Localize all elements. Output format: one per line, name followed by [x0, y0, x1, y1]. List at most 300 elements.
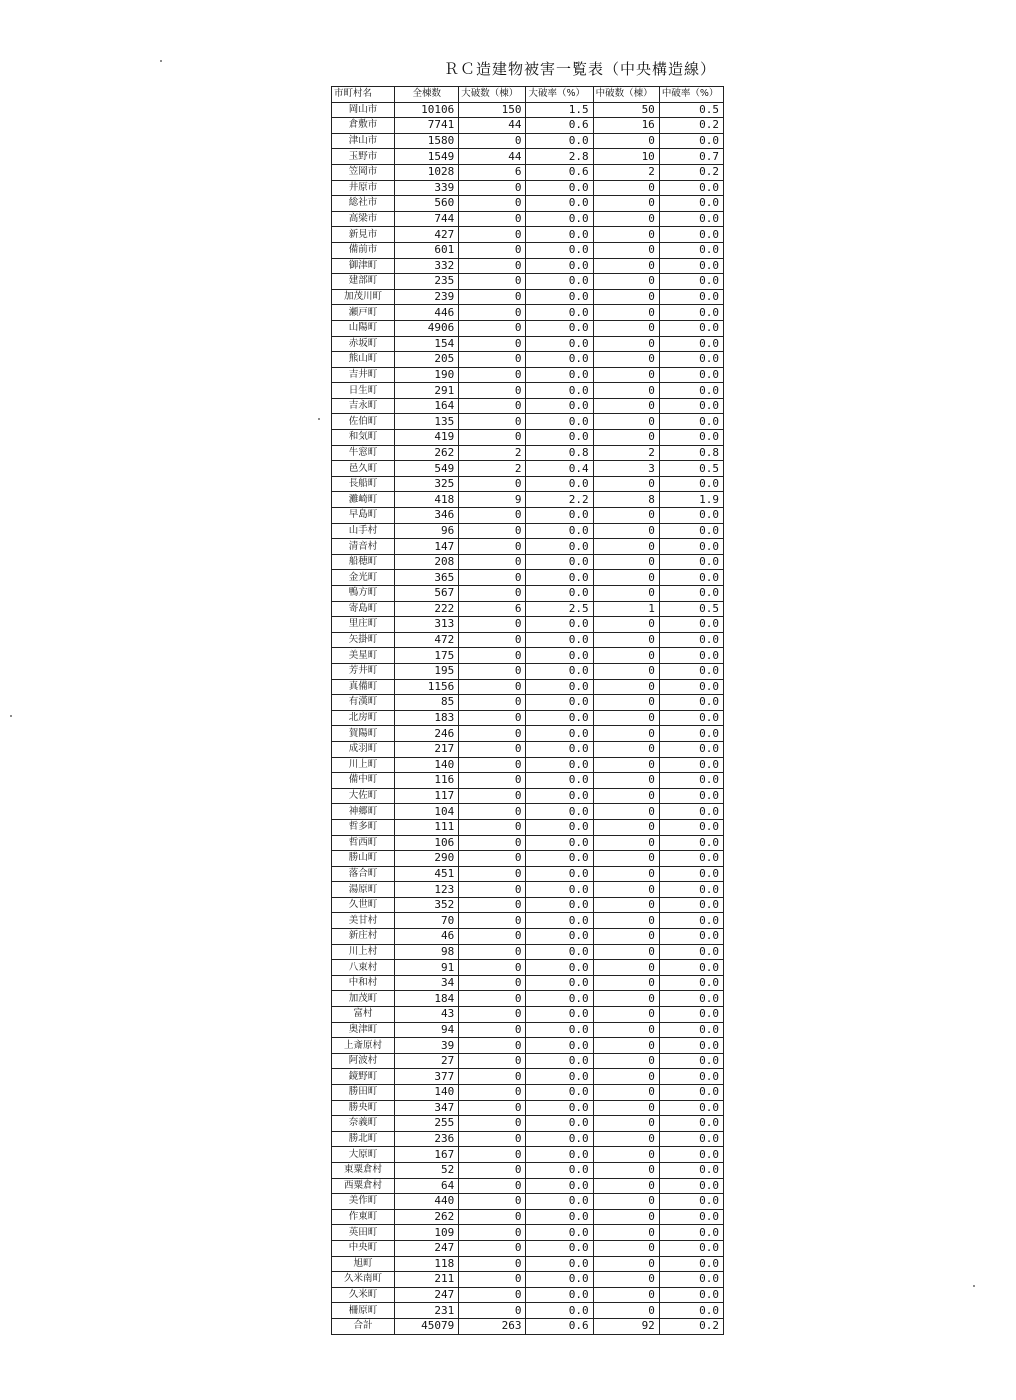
moderate-count: 2 [593, 164, 659, 180]
table-row [332, 383, 724, 399]
total-buildings: 1580 [395, 133, 459, 149]
moderate-rate: 0.0 [659, 1178, 723, 1194]
page-title: ＲＣ造建物被害一覧表（中央構造線） [444, 60, 717, 78]
severe-rate: 0.0 [526, 367, 593, 383]
moderate-rate: 0.0 [659, 1007, 723, 1023]
municipality-name: 中央町 [332, 1240, 395, 1256]
moderate-count: 0 [593, 1256, 659, 1272]
table-row [332, 632, 724, 648]
table-row [332, 741, 724, 757]
moderate-count: 0 [593, 1287, 659, 1303]
total-buildings: 98 [395, 944, 459, 960]
table-row [332, 554, 724, 570]
table-row [332, 367, 724, 383]
severe-count: 0 [459, 1162, 526, 1178]
total-buildings: 1156 [395, 679, 459, 695]
municipality-name: 和気町 [332, 430, 395, 446]
table-row [332, 1194, 724, 1210]
table-row [332, 679, 724, 695]
moderate-count: 0 [593, 320, 659, 336]
table-row [332, 1178, 724, 1194]
moderate-rate: 0.0 [659, 1085, 723, 1101]
municipality-name: 哲多町 [332, 819, 395, 835]
total-buildings: 109 [395, 1225, 459, 1241]
severe-count: 0 [459, 866, 526, 882]
moderate-count: 0 [593, 929, 659, 945]
moderate-count: 1 [593, 601, 659, 617]
municipality-name: 佐伯町 [332, 414, 395, 430]
municipality-name: 奈義町 [332, 1116, 395, 1132]
severe-rate: 0.0 [526, 835, 593, 851]
total-buildings: 560 [395, 196, 459, 212]
severe-rate: 0.0 [526, 882, 593, 898]
table-row [332, 523, 724, 539]
table-row [332, 1007, 724, 1023]
municipality-name: 久米南町 [332, 1272, 395, 1288]
severe-rate: 0.0 [526, 679, 593, 695]
severe-rate: 0.8 [526, 445, 593, 461]
municipality-name: 勝央町 [332, 1100, 395, 1116]
moderate-rate: 0.0 [659, 1116, 723, 1132]
table-row [332, 149, 724, 165]
table-row [332, 164, 724, 180]
moderate-count: 0 [593, 274, 659, 290]
municipality-name: 大佐町 [332, 788, 395, 804]
total-buildings: 472 [395, 632, 459, 648]
table-row [332, 102, 724, 118]
moderate-rate: 0.2 [659, 118, 723, 134]
moderate-count: 0 [593, 679, 659, 695]
scan-speck [973, 1285, 975, 1287]
moderate-count: 0 [593, 570, 659, 586]
table-body [332, 102, 724, 1318]
municipality-name: 長船町 [332, 476, 395, 492]
severe-count: 0 [459, 804, 526, 820]
scan-speck [160, 60, 162, 62]
moderate-rate: 0.0 [659, 710, 723, 726]
severe-count: 0 [459, 913, 526, 929]
moderate-count: 0 [593, 788, 659, 804]
moderate-rate: 0.0 [659, 305, 723, 321]
total-buildings: 34 [395, 975, 459, 991]
moderate-rate: 0.0 [659, 539, 723, 555]
severe-rate: 0.0 [526, 1053, 593, 1069]
total-buildings: 96 [395, 523, 459, 539]
severe-count: 0 [459, 1287, 526, 1303]
severe-rate: 0.0 [526, 851, 593, 867]
total-buildings: 39 [395, 1038, 459, 1054]
table-row [332, 336, 724, 352]
moderate-count: 0 [593, 757, 659, 773]
total-moderate-rate: 0.2 [659, 1318, 723, 1334]
severe-rate: 0.0 [526, 632, 593, 648]
severe-count: 0 [459, 430, 526, 446]
severe-rate: 0.0 [526, 414, 593, 430]
table-row [332, 1022, 724, 1038]
municipality-name: 新庄村 [332, 929, 395, 945]
total-buildings: 1549 [395, 149, 459, 165]
severe-count: 0 [459, 695, 526, 711]
severe-rate: 0.0 [526, 242, 593, 258]
damage-table [331, 86, 724, 1335]
municipality-name: 日生町 [332, 383, 395, 399]
table-row [332, 929, 724, 945]
table-row [332, 835, 724, 851]
severe-count: 0 [459, 757, 526, 773]
moderate-rate: 0.0 [659, 695, 723, 711]
severe-count: 0 [459, 929, 526, 945]
moderate-count: 0 [593, 367, 659, 383]
municipality-name: 鴨方町 [332, 586, 395, 602]
municipality-name: 神郷町 [332, 804, 395, 820]
table-row [332, 305, 724, 321]
severe-count: 6 [459, 601, 526, 617]
municipality-name: 鏡野町 [332, 1069, 395, 1085]
severe-rate: 0.0 [526, 476, 593, 492]
severe-rate: 2.5 [526, 601, 593, 617]
moderate-count: 0 [593, 648, 659, 664]
severe-count: 0 [459, 398, 526, 414]
severe-count: 0 [459, 710, 526, 726]
severe-rate: 0.0 [526, 991, 593, 1007]
municipality-name: 矢掛町 [332, 632, 395, 648]
severe-rate: 0.0 [526, 788, 593, 804]
table-row [332, 1116, 724, 1132]
table-row [332, 788, 724, 804]
moderate-rate: 0.0 [659, 1209, 723, 1225]
moderate-rate: 0.0 [659, 1147, 723, 1163]
severe-count: 44 [459, 118, 526, 134]
total-buildings: 104 [395, 804, 459, 820]
severe-rate: 0.0 [526, 196, 593, 212]
severe-count: 2 [459, 461, 526, 477]
moderate-count: 0 [593, 1209, 659, 1225]
total-buildings: 262 [395, 1209, 459, 1225]
table-row [332, 663, 724, 679]
moderate-count: 0 [593, 897, 659, 913]
severe-rate: 0.0 [526, 523, 593, 539]
table-row [332, 414, 724, 430]
moderate-count: 0 [593, 741, 659, 757]
severe-rate: 0.0 [526, 352, 593, 368]
severe-count: 0 [459, 1147, 526, 1163]
table-row [332, 227, 724, 243]
moderate-rate: 0.0 [659, 508, 723, 524]
moderate-rate: 0.0 [659, 1240, 723, 1256]
severe-rate: 0.0 [526, 741, 593, 757]
severe-count: 0 [459, 663, 526, 679]
moderate-count: 10 [593, 149, 659, 165]
moderate-rate: 0.0 [659, 133, 723, 149]
table-row [332, 461, 724, 477]
severe-count: 0 [459, 1085, 526, 1101]
total-buildings: 154 [395, 336, 459, 352]
total-buildings: 239 [395, 289, 459, 305]
moderate-rate: 0.0 [659, 586, 723, 602]
severe-rate: 0.0 [526, 227, 593, 243]
severe-rate: 0.0 [526, 1100, 593, 1116]
total-buildings: 43 [395, 1007, 459, 1023]
municipality-name: 落合町 [332, 866, 395, 882]
moderate-rate: 0.0 [659, 414, 723, 430]
moderate-count: 0 [593, 430, 659, 446]
total-buildings: 45079 [395, 1318, 459, 1334]
table-row [332, 960, 724, 976]
severe-count: 0 [459, 882, 526, 898]
total-buildings: 352 [395, 897, 459, 913]
municipality-name: 清音村 [332, 539, 395, 555]
total-buildings: 118 [395, 1256, 459, 1272]
municipality-name: 金光町 [332, 570, 395, 586]
total-buildings: 255 [395, 1116, 459, 1132]
moderate-rate: 0.0 [659, 851, 723, 867]
severe-count: 0 [459, 352, 526, 368]
total-buildings: 262 [395, 445, 459, 461]
moderate-rate: 0.0 [659, 320, 723, 336]
moderate-rate: 0.5 [659, 102, 723, 118]
moderate-rate: 0.0 [659, 367, 723, 383]
severe-count: 0 [459, 1178, 526, 1194]
table-row [332, 1038, 724, 1054]
total-buildings: 347 [395, 1100, 459, 1116]
header-row [332, 87, 724, 103]
table-row [332, 991, 724, 1007]
severe-rate: 0.0 [526, 383, 593, 399]
total-buildings: 116 [395, 773, 459, 789]
moderate-count: 0 [593, 710, 659, 726]
severe-count: 44 [459, 149, 526, 165]
severe-rate: 0.0 [526, 1038, 593, 1054]
severe-count: 0 [459, 289, 526, 305]
total-buildings: 175 [395, 648, 459, 664]
moderate-count: 0 [593, 1022, 659, 1038]
severe-count: 0 [459, 1100, 526, 1116]
municipality-name: 吉永町 [332, 398, 395, 414]
moderate-rate: 0.0 [659, 1287, 723, 1303]
municipality-name: 西粟倉村 [332, 1178, 395, 1194]
table-row [332, 570, 724, 586]
moderate-count: 0 [593, 1225, 659, 1241]
moderate-count: 0 [593, 476, 659, 492]
moderate-count: 0 [593, 289, 659, 305]
severe-rate: 0.0 [526, 773, 593, 789]
municipality-name: 吉井町 [332, 367, 395, 383]
total-buildings: 427 [395, 227, 459, 243]
municipality-name: 旭町 [332, 1256, 395, 1272]
municipality-name: 総社市 [332, 196, 395, 212]
municipality-name: 寄島町 [332, 601, 395, 617]
moderate-count: 0 [593, 617, 659, 633]
severe-count: 0 [459, 788, 526, 804]
table-row [332, 866, 724, 882]
total-buildings: 10106 [395, 102, 459, 118]
municipality-name: 津山市 [332, 133, 395, 149]
total-buildings: 7741 [395, 118, 459, 134]
total-buildings: 208 [395, 554, 459, 570]
moderate-rate: 0.0 [659, 632, 723, 648]
table-row [332, 1085, 724, 1101]
moderate-count: 0 [593, 1178, 659, 1194]
moderate-rate: 0.0 [659, 227, 723, 243]
municipality-name: 山手村 [332, 523, 395, 539]
moderate-rate: 0.0 [659, 929, 723, 945]
severe-count: 0 [459, 1194, 526, 1210]
table-row [332, 757, 724, 773]
severe-rate: 0.0 [526, 960, 593, 976]
table-row [332, 1209, 724, 1225]
table-row [332, 1256, 724, 1272]
total-buildings: 106 [395, 835, 459, 851]
total-buildings: 111 [395, 819, 459, 835]
table-row [332, 648, 724, 664]
total-buildings: 140 [395, 757, 459, 773]
total-severe-count: 263 [459, 1318, 526, 1334]
severe-count: 0 [459, 975, 526, 991]
total-buildings: 377 [395, 1069, 459, 1085]
table-row [332, 617, 724, 633]
severe-rate: 0.0 [526, 1116, 593, 1132]
municipality-name: 北房町 [332, 710, 395, 726]
total-buildings: 164 [395, 398, 459, 414]
table-row [332, 726, 724, 742]
severe-count: 0 [459, 1209, 526, 1225]
severe-count: 0 [459, 180, 526, 196]
total-buildings: 247 [395, 1287, 459, 1303]
municipality-name: 川上町 [332, 757, 395, 773]
severe-rate: 0.0 [526, 539, 593, 555]
municipality-name: 真備町 [332, 679, 395, 695]
moderate-count: 2 [593, 445, 659, 461]
table-row [332, 975, 724, 991]
moderate-rate: 0.0 [659, 211, 723, 227]
severe-rate: 0.0 [526, 1162, 593, 1178]
moderate-count: 0 [593, 882, 659, 898]
municipality-name: 加茂川町 [332, 289, 395, 305]
total-buildings: 135 [395, 414, 459, 430]
total-buildings: 346 [395, 508, 459, 524]
moderate-rate: 0.0 [659, 679, 723, 695]
moderate-count: 0 [593, 960, 659, 976]
header-severe-rate: 大破率（%） [526, 87, 593, 103]
severe-count: 0 [459, 570, 526, 586]
municipality-name: 建部町 [332, 274, 395, 290]
scan-speck [10, 715, 12, 717]
total-buildings: 94 [395, 1022, 459, 1038]
moderate-count: 0 [593, 383, 659, 399]
municipality-name: 美甘村 [332, 913, 395, 929]
moderate-count: 0 [593, 632, 659, 648]
severe-rate: 0.0 [526, 1256, 593, 1272]
moderate-count: 0 [593, 180, 659, 196]
moderate-count: 0 [593, 975, 659, 991]
severe-rate: 0.0 [526, 258, 593, 274]
severe-rate: 0.0 [526, 663, 593, 679]
moderate-rate: 0.0 [659, 352, 723, 368]
municipality-name: 備中町 [332, 773, 395, 789]
moderate-count: 0 [593, 554, 659, 570]
severe-count: 0 [459, 1256, 526, 1272]
table-row [332, 118, 724, 134]
severe-count: 0 [459, 1116, 526, 1132]
severe-count: 0 [459, 851, 526, 867]
header-moderate-count: 中破数（棟） [593, 87, 659, 103]
moderate-count: 0 [593, 1147, 659, 1163]
severe-count: 0 [459, 320, 526, 336]
table-row [332, 913, 724, 929]
severe-count: 0 [459, 305, 526, 321]
moderate-rate: 0.0 [659, 523, 723, 539]
severe-count: 0 [459, 196, 526, 212]
table-row [332, 492, 724, 508]
total-buildings: 246 [395, 726, 459, 742]
total-buildings: 1028 [395, 164, 459, 180]
severe-rate: 2.8 [526, 149, 593, 165]
moderate-count: 0 [593, 523, 659, 539]
municipality-name: 船穂町 [332, 554, 395, 570]
total-buildings: 222 [395, 601, 459, 617]
severe-count: 0 [459, 773, 526, 789]
total-buildings: 418 [395, 492, 459, 508]
table-row [332, 196, 724, 212]
moderate-count: 0 [593, 866, 659, 882]
severe-count: 0 [459, 242, 526, 258]
severe-rate: 0.0 [526, 1303, 593, 1319]
moderate-count: 0 [593, 1038, 659, 1054]
severe-rate: 0.0 [526, 897, 593, 913]
severe-rate: 0.0 [526, 929, 593, 945]
municipality-name: 久米町 [332, 1287, 395, 1303]
moderate-rate: 0.2 [659, 164, 723, 180]
municipality-name: 美星町 [332, 648, 395, 664]
severe-rate: 2.2 [526, 492, 593, 508]
moderate-rate: 0.0 [659, 991, 723, 1007]
municipality-name: 賀陽町 [332, 726, 395, 742]
severe-count: 0 [459, 554, 526, 570]
total-buildings: 167 [395, 1147, 459, 1163]
severe-rate: 0.0 [526, 320, 593, 336]
moderate-rate: 0.0 [659, 430, 723, 446]
moderate-rate: 0.0 [659, 196, 723, 212]
severe-rate: 0.0 [526, 1178, 593, 1194]
header-severe-count: 大破数（棟） [459, 87, 526, 103]
moderate-rate: 0.0 [659, 741, 723, 757]
moderate-count: 0 [593, 804, 659, 820]
moderate-rate: 0.0 [659, 274, 723, 290]
severe-rate: 0.0 [526, 757, 593, 773]
moderate-rate: 0.0 [659, 180, 723, 196]
moderate-rate: 0.0 [659, 1069, 723, 1085]
total-buildings: 451 [395, 866, 459, 882]
municipality-name: 有漢町 [332, 695, 395, 711]
severe-count: 0 [459, 414, 526, 430]
table-row [332, 1272, 724, 1288]
moderate-rate: 0.0 [659, 835, 723, 851]
total-buildings: 140 [395, 1085, 459, 1101]
moderate-rate: 0.0 [659, 258, 723, 274]
severe-count: 0 [459, 679, 526, 695]
municipality-name: 御津町 [332, 258, 395, 274]
scan-speck [318, 418, 320, 420]
moderate-count: 0 [593, 305, 659, 321]
moderate-rate: 0.0 [659, 788, 723, 804]
severe-rate: 0.0 [526, 1131, 593, 1147]
severe-rate: 0.0 [526, 1272, 593, 1288]
municipality-name: 勝北町 [332, 1131, 395, 1147]
severe-rate: 0.4 [526, 461, 593, 477]
table-row [332, 1131, 724, 1147]
total-buildings: 184 [395, 991, 459, 1007]
severe-rate: 0.0 [526, 430, 593, 446]
